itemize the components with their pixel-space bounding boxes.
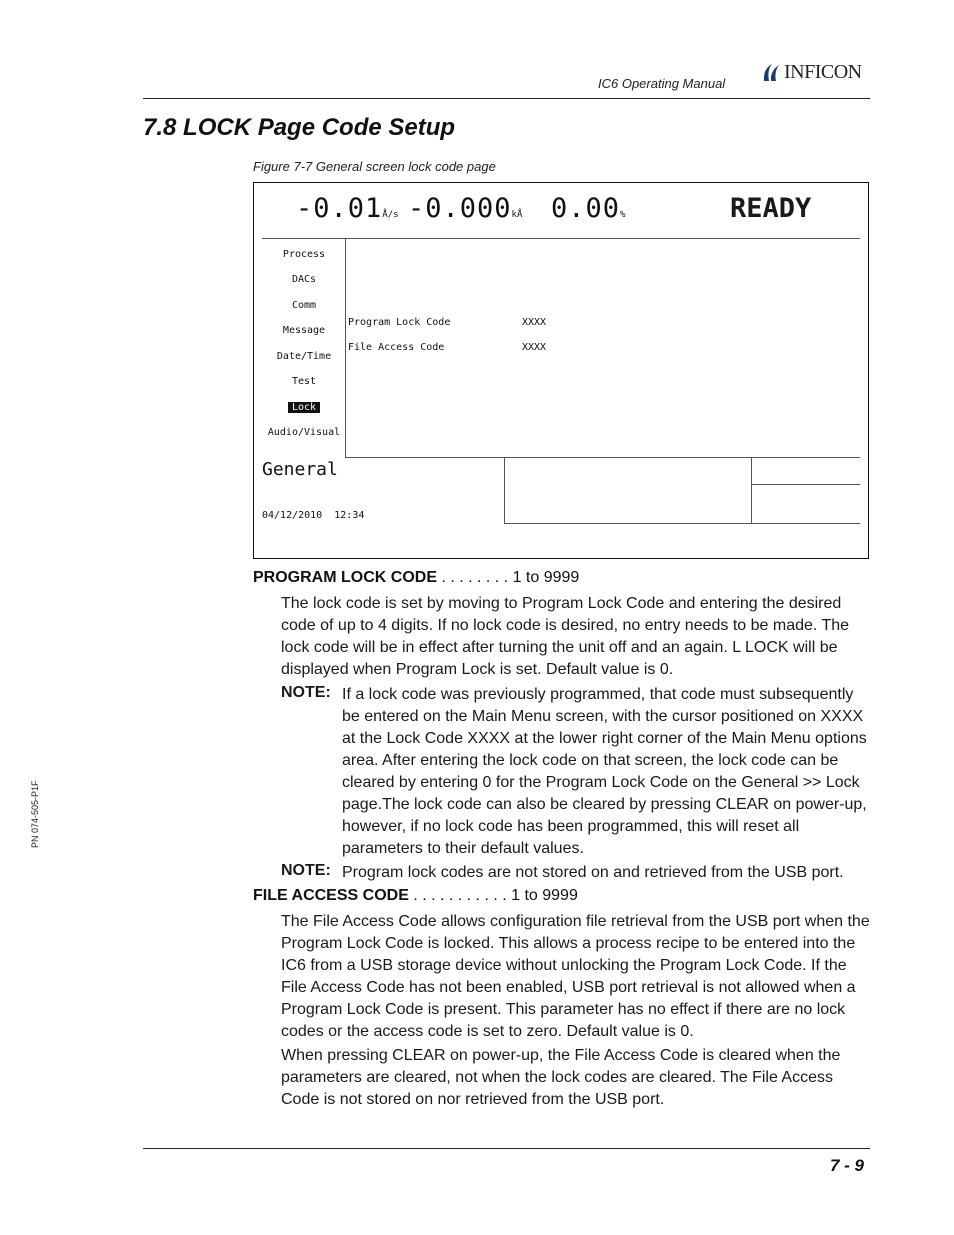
note2-label: NOTE: (281, 862, 331, 879)
screen-divider-top (262, 238, 860, 239)
program-lock-body: The lock code is set by moving to Program Lock Code and entering the desired code of up to 4 digits. If no lock code is desired, no entry needs to be made. The lock code will be in effect after turning the unit off and an again. L LOCK will be displayed when Program Lock is set. Default value is 0. (281, 595, 850, 678)
lower-divider-base (504, 523, 860, 524)
inficon-logo-icon (760, 61, 782, 83)
time-value: 12:34 (334, 510, 365, 521)
screen-divider-bottom (345, 457, 860, 458)
inficon-logo (760, 60, 862, 84)
manual-title: IC6 Operating Manual (598, 76, 726, 91)
menu-item-message[interactable]: Message (282, 325, 326, 336)
menu-item-dacs[interactable]: DACs (291, 274, 317, 285)
thickness-unit: kÅ (511, 210, 523, 220)
lower-divider-right (751, 457, 752, 523)
file-access-title: FILE ACCESS CODE (253, 887, 409, 904)
menu-item-process[interactable]: Process (282, 249, 326, 260)
file-access-heading (253, 887, 578, 905)
menu-item-test[interactable]: Test (291, 376, 317, 387)
note1-label: NOTE: (281, 684, 331, 701)
note1-text: If a lock code was previously programmed, that code must subsequently be entered on the Main Menu screen, with the cursor positioned on XXXX at the Lock Code XXXX at the lower right corner of the Main Menu options area. After entering the lock code on that screen, the lock code can be cleared by entering 0 for the Program Lock Code on the General >> Lock page.The lock code can also be cleared by pressing CLEAR on power-up, however, if no lock code has been programmed, this will reset all parameters to their default values. (342, 686, 867, 857)
rate-readout (296, 193, 399, 224)
param-label-program-lock: Program Lock Code (348, 317, 451, 328)
program-lock-title: PROGRAM LOCK CODE (253, 569, 437, 586)
menu-item-lock[interactable]: Lock (262, 402, 346, 413)
logo-text: INFICON (784, 60, 862, 83)
thickness-value: -0.000 (408, 193, 512, 224)
datetime-readout (262, 510, 364, 521)
program-lock-range: 1 to 9999 (512, 569, 580, 586)
device-screen (253, 182, 869, 559)
param-value-program-lock[interactable]: XXXX (522, 317, 547, 328)
power-readout (551, 193, 625, 224)
menu-item-date-time[interactable]: Date/Time (276, 351, 332, 362)
part-number: PN 074-505-P1F (30, 780, 40, 848)
thickness-readout (408, 193, 522, 224)
lower-divider-left (504, 457, 505, 523)
power-value: 0.00 (551, 193, 621, 224)
menu-item-comm[interactable]: Comm (291, 300, 317, 311)
param-label-file-access: File Access Code (348, 342, 445, 353)
file-access-body-1: The File Access Code allows configuration file retrieval from the USB port when the Program Lock Code is locked. This allows a process recipe to be entered into the IC6 from a USB storage device without unlocking the Program Lock Code. If the File Access Code has not been enabled, USB port retrieval is not allowed when a Program Lock Code is present. This parameter has no effect if there are no lock codes or the access code is set to zero. Default value is 0. (281, 913, 870, 1040)
param-value-file-access[interactable]: XXXX (522, 342, 547, 353)
status-readout: READY (730, 193, 812, 224)
footer-rule (143, 1148, 870, 1149)
program-lock-heading (253, 569, 579, 587)
power-unit: % (620, 210, 626, 220)
menu-divider (345, 238, 346, 457)
page-label: General (262, 459, 338, 480)
date-value: 04/12/2010 (262, 510, 323, 521)
figure-caption: Figure 7-7 General screen lock code page (253, 159, 496, 174)
menu-item-audio-visual[interactable]: Audio/Visual (267, 427, 341, 438)
section-title: 7.8 LOCK Page Code Setup (143, 114, 456, 141)
file-access-body-2: When pressing CLEAR on power-up, the File Access Code is cleared when the parameters are cleared, not when the lock codes are cleared. The File Access Code is not stored on nor retrieved from the USB port. (281, 1047, 841, 1108)
note2-text: Program lock codes are not stored on and retrieved from the USB port. (342, 864, 844, 881)
file-access-leader: . . . . . . . . . . . (408, 887, 512, 904)
rate-unit: Å/s (382, 210, 399, 220)
page-number: 7 - 9 (829, 1156, 864, 1175)
header-rule (143, 98, 870, 99)
lower-divider-mid (751, 484, 860, 485)
rate-value: -0.01 (296, 193, 383, 224)
program-lock-leader: . . . . . . . . (437, 569, 513, 586)
file-access-range: 1 to 9999 (511, 887, 578, 904)
